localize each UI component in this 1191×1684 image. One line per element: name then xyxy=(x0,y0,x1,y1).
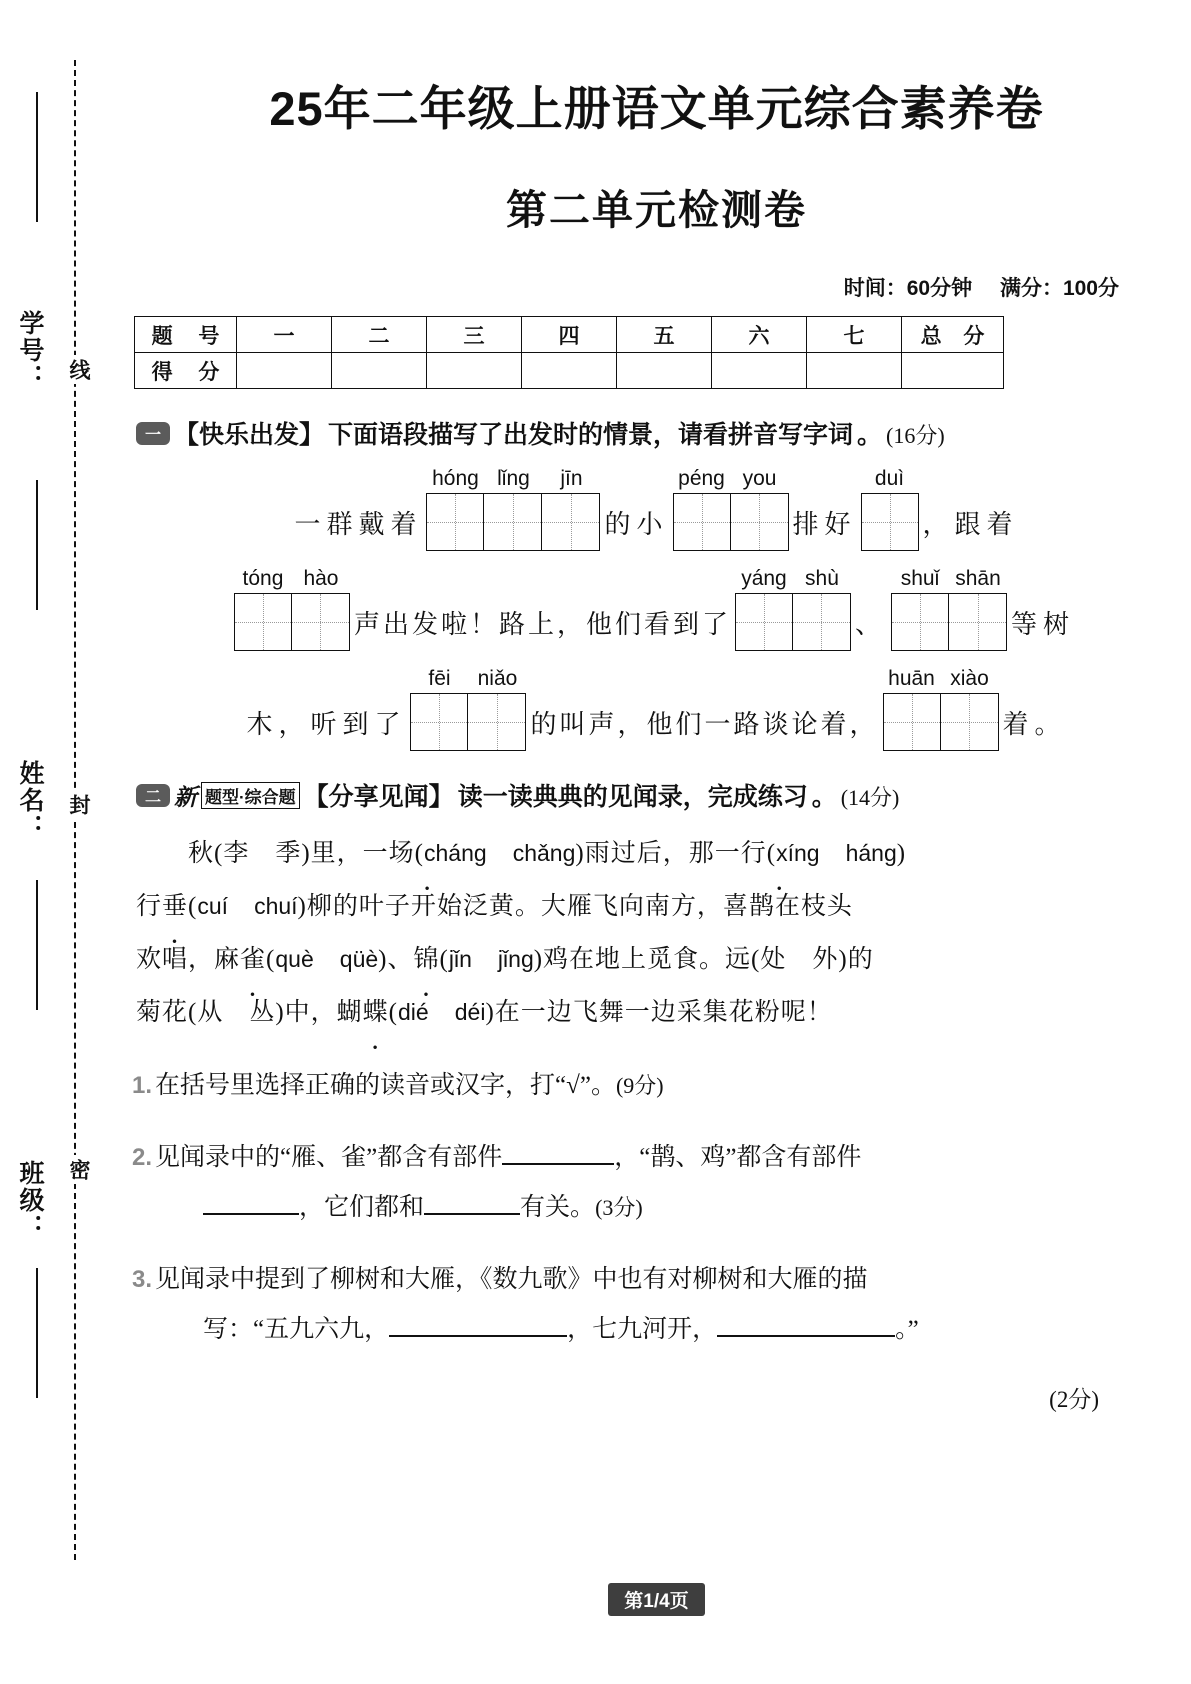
sub-question-3-blank-1[interactable] xyxy=(389,1335,567,1337)
sub-question-1-number: 1. xyxy=(132,1072,153,1099)
sub-question-2-points: (3分) xyxy=(595,1195,643,1220)
pinyin-syllable: hóng xyxy=(432,467,479,490)
pinyin-option: è xyxy=(365,946,379,972)
question-2-passage xyxy=(136,827,1191,1039)
seal-mark-feng: 封 xyxy=(63,790,93,819)
pinyin-label xyxy=(426,467,600,491)
pinyin-option: i xyxy=(410,999,416,1025)
pinyin-syllable: lǐng xyxy=(497,467,530,490)
score-cell-total[interactable] xyxy=(902,353,1004,389)
tianzige-cell[interactable] xyxy=(426,493,484,551)
pinyin-syllable: péng xyxy=(678,467,725,490)
pinyin-option: ǐ xyxy=(503,946,509,972)
seal-rule-4 xyxy=(36,1268,38,1398)
tianzige-boxes xyxy=(891,593,1007,651)
score-col-5: 五 xyxy=(617,317,712,353)
pinyin-syllable: shān xyxy=(955,567,1001,590)
pinyin-option: ü xyxy=(352,946,366,972)
pinyin-label xyxy=(861,467,919,491)
sub-question-3-blank-2[interactable] xyxy=(717,1335,895,1337)
sub-question-1 xyxy=(132,1061,1191,1111)
pinyin-option: c xyxy=(424,840,436,866)
pinyin-syllable: yáng xyxy=(741,567,787,590)
sub-question-2 xyxy=(132,1133,1191,1233)
pinyin-syllable: you xyxy=(742,467,777,490)
pinyin-option: c xyxy=(512,840,525,866)
page-number: 第1/4页 xyxy=(608,1583,704,1616)
sub-question-1-points: (9分) xyxy=(615,1073,664,1098)
sub-question-3-points: (2分) xyxy=(1049,1387,1099,1412)
question-1-badge: 一 xyxy=(136,422,170,445)
pinyin-option: j xyxy=(497,946,504,972)
score-col-4: 四 xyxy=(522,317,617,353)
pinyin-option: n xyxy=(508,946,521,972)
score-cell-7[interactable] xyxy=(807,353,902,389)
sub-question-1-period: 。 xyxy=(590,1072,616,1099)
pinyin-label xyxy=(234,567,350,591)
page-footer xyxy=(122,1583,1191,1616)
pinyin-option: g xyxy=(562,840,576,866)
passage-line: 菊花(从 丛)中，蝴蝶(dié déi)在一边飞舞一边采集花粉呢！ xyxy=(136,999,833,1026)
passage-text: 等树 xyxy=(1011,610,1076,639)
pinyin-syllable: niǎo xyxy=(477,667,518,690)
exam-meta xyxy=(122,272,1191,302)
question-1-title: 下面语段描写了出发时的情景，请看拼音写字词 xyxy=(328,422,854,449)
pinyin-syllable: fēi xyxy=(428,667,451,690)
sub-question-3-text-b: 写：“五九六九， xyxy=(203,1316,390,1343)
pinyin-option: u xyxy=(278,893,292,919)
page-subtitle: 第二单元检测卷 xyxy=(506,187,807,233)
pinyin-option: j xyxy=(448,946,454,972)
tianzige-boxes xyxy=(426,493,600,551)
emphasis-char: 行 xyxy=(740,840,767,867)
pinyin-option: h xyxy=(435,840,449,866)
pinyin-answer-group xyxy=(735,567,851,651)
score-table-head-label: 题 号 xyxy=(135,317,237,353)
score-cell-6[interactable] xyxy=(712,353,807,389)
pinyin-option: ǎ xyxy=(537,840,550,866)
sub-question-3 xyxy=(132,1255,1191,1355)
question-2-header xyxy=(136,777,1191,813)
question-1-writing-rows xyxy=(122,467,1191,751)
tianzige-boxes xyxy=(883,693,999,751)
pinyin-option: u xyxy=(288,946,301,972)
sub-question-3-text-a: 见闻录中提到了柳树和大雁，《数九歌》中也有对柳树和大雁的描 xyxy=(155,1266,868,1293)
total-score: 满分：100分 xyxy=(999,277,1119,300)
tianzige-cell[interactable] xyxy=(793,593,851,651)
sub-question-2-text-b: ，“鹊、鸡”都含有部件 xyxy=(614,1144,862,1171)
sub-question-2-text-c: ，它们都和 xyxy=(299,1194,425,1221)
question-1-points: (16分) xyxy=(886,423,945,448)
score-table-score-label: 得 分 xyxy=(135,353,237,389)
tianzige-cell[interactable] xyxy=(949,593,1007,651)
pinyin-answer-group xyxy=(410,667,526,751)
seal-rule-2 xyxy=(36,480,38,610)
emphasis-char: 蝶 xyxy=(362,999,389,1026)
question-2-period: 。 xyxy=(811,784,837,811)
pinyin-option: ǐ xyxy=(453,946,460,972)
tianzige-cell[interactable] xyxy=(484,493,542,551)
passage-text: 的叫声，他们一路谈论着， xyxy=(530,710,879,739)
question-2-badge: 二 xyxy=(136,784,170,807)
question-1-header xyxy=(136,415,1191,451)
tianzige-cell[interactable] xyxy=(735,593,793,651)
passage-line: 行垂(cuí chuí)柳的叶子开始泛黄。大雁飞向南方，喜鹊在枝头 xyxy=(136,893,853,920)
passage-text: ，跟着 xyxy=(922,510,1019,539)
pinyin-option: i xyxy=(480,999,486,1025)
sub-question-1-text: 在括号里选择正确的读音或汉字，打“√” xyxy=(155,1072,591,1099)
pinyin-option: q xyxy=(275,946,289,972)
tianzige-boxes xyxy=(410,693,526,751)
tianzige-cell[interactable] xyxy=(731,493,789,551)
seal-label-name: 姓名： xyxy=(16,760,44,841)
pinyin-option: í xyxy=(787,840,794,866)
pinyin-option: c xyxy=(197,893,209,919)
pinyin-option: h xyxy=(845,840,859,866)
passage-text: 排好 xyxy=(792,510,857,539)
pinyin-option: n xyxy=(549,840,563,866)
score-cell-4[interactable] xyxy=(522,353,617,389)
pinyin-answer-group xyxy=(861,467,919,551)
sub-question-3-text-d: 。” xyxy=(895,1316,919,1343)
pinyin-option: n xyxy=(793,840,807,866)
score-col-total: 总 分 xyxy=(902,317,1004,353)
passage-text: 的小 xyxy=(604,510,669,539)
sub-question-2-number: 2. xyxy=(132,1144,153,1171)
sub-question-2-text-a: 见闻录中的“雁、雀”都含有部件 xyxy=(155,1144,503,1171)
emphasis-char: 锦 xyxy=(413,946,440,973)
seal-margin xyxy=(0,0,122,1684)
tianzige-cell[interactable] xyxy=(941,693,999,751)
time-limit: 时间：60分钟 xyxy=(843,277,973,300)
question-2-points: (14分) xyxy=(840,785,900,810)
seal-rule-3 xyxy=(36,880,38,1010)
table-row-scores xyxy=(135,353,1004,389)
pinyin-option: é xyxy=(467,999,481,1025)
seal-mark-xian: 线 xyxy=(63,355,93,384)
pinyin-syllable: huān xyxy=(888,667,935,690)
sub-question-3-text-c: ，七九河开， xyxy=(567,1316,718,1343)
pinyin-answer-group xyxy=(673,467,789,551)
tianzige-cell[interactable] xyxy=(861,493,919,551)
sub-question-2-blank-3[interactable] xyxy=(424,1213,520,1215)
pinyin-syllable: shù xyxy=(805,567,839,590)
passage-text: 着。 xyxy=(1002,710,1067,739)
pinyin-option: í xyxy=(291,893,298,919)
pinyin-option: g xyxy=(520,946,534,972)
tianzige-cell[interactable] xyxy=(542,493,600,551)
seal-mark-mi: 密 xyxy=(63,1155,93,1184)
sub-question-3-number: 3. xyxy=(132,1266,153,1293)
passage-text: 木，听到了 xyxy=(246,710,407,739)
pinyin-option: q xyxy=(339,946,353,972)
score-col-1: 一 xyxy=(237,317,332,353)
score-cell-2[interactable] xyxy=(332,353,427,389)
pinyin-option: u xyxy=(208,893,222,919)
question-2-bracket: 【分享见闻】 xyxy=(303,784,454,811)
pinyin-answer-group xyxy=(426,467,600,551)
pinyin-label xyxy=(673,467,789,491)
pinyin-syllable: jīn xyxy=(560,467,583,490)
pinyin-option: á xyxy=(858,840,872,866)
passage-text: 、 xyxy=(854,610,887,639)
passage-text: 一群戴着 xyxy=(294,510,423,539)
sub-question-2-blank-1[interactable] xyxy=(502,1163,614,1165)
pinyin-option: h xyxy=(265,893,279,919)
pinyin-label xyxy=(735,567,851,591)
writing-row xyxy=(122,667,1191,751)
tianzige-boxes xyxy=(735,593,851,651)
emphasis-char: 雀 xyxy=(240,946,267,973)
pinyin-syllable: hào xyxy=(303,567,339,590)
tianzige-boxes xyxy=(234,593,350,651)
passage-line: 秋(李 季)里，一场(cháng chǎng)雨过后，那一行(xíng háng) xyxy=(188,840,907,867)
tianzige-boxes xyxy=(861,493,919,551)
seal-label-student-id: 学号： xyxy=(16,310,44,391)
score-cell-3[interactable] xyxy=(427,353,522,389)
pinyin-option: n xyxy=(461,840,474,866)
pinyin-option: é xyxy=(415,999,429,1025)
tianzige-cell[interactable] xyxy=(234,593,292,651)
page-title: 25年二年级上册语文单元综合素养卷 xyxy=(269,82,1044,135)
pinyin-option: g xyxy=(806,840,820,866)
tianzige-cell[interactable] xyxy=(883,693,941,751)
pinyin-answer-group xyxy=(883,667,999,751)
pinyin-option: d xyxy=(454,999,468,1025)
question-2-tag-type: 题型·综合题 xyxy=(201,782,300,809)
seal-label-class: 班级： xyxy=(16,1160,44,1241)
writing-row xyxy=(122,467,1191,551)
question-2-title: 读一读典典的见闻录，完成练习 xyxy=(457,784,808,811)
sub-question-2-blank-2[interactable] xyxy=(203,1213,299,1215)
question-1-period: 。 xyxy=(857,422,883,449)
tianzige-cell[interactable] xyxy=(468,693,526,751)
seal-rule-1 xyxy=(36,92,38,222)
pinyin-option: d xyxy=(398,999,411,1025)
pinyin-option: g xyxy=(473,840,487,866)
pinyin-label xyxy=(883,667,999,691)
writing-row xyxy=(122,567,1191,651)
pinyin-syllable: duì xyxy=(874,467,905,490)
score-cell-1[interactable] xyxy=(237,353,332,389)
score-table xyxy=(134,316,1004,389)
tianzige-cell[interactable] xyxy=(292,593,350,651)
emphasis-char: 场 xyxy=(388,840,415,867)
question-1-bracket: 【快乐出发】 xyxy=(174,422,325,449)
pinyin-syllable: tóng xyxy=(242,567,284,590)
pinyin-option: h xyxy=(524,840,537,866)
question-2-tag-new: 新 xyxy=(174,784,197,810)
pinyin-syllable: xiào xyxy=(950,667,989,690)
pinyin-option: c xyxy=(254,893,266,919)
sub-question-2-period: 。 xyxy=(570,1194,596,1221)
sub-question-2-text-d: 有关 xyxy=(520,1194,571,1221)
passage-text: 声出发啦！路上，他们看到了 xyxy=(353,610,731,639)
pinyin-option: á xyxy=(448,840,462,866)
emphasis-char: 垂 xyxy=(162,893,189,920)
pinyin-option: g xyxy=(883,840,897,866)
pinyin-label xyxy=(891,567,1007,591)
pinyin-option: í xyxy=(221,893,229,919)
score-col-7: 七 xyxy=(807,317,902,353)
pinyin-label xyxy=(410,667,526,691)
exam-page xyxy=(122,0,1191,1684)
pinyin-option: è xyxy=(300,946,314,972)
passage-line: 欢唱，麻雀(què qüè)、锦(jǐn jǐng)鸡在地上觅食。远(处 外)的 xyxy=(136,946,874,973)
tianzige-cell[interactable] xyxy=(891,593,949,651)
pinyin-option: n xyxy=(871,840,884,866)
tianzige-cell[interactable] xyxy=(673,493,731,551)
table-row-question-numbers xyxy=(135,317,1004,353)
pinyin-answer-group xyxy=(891,567,1007,651)
pinyin-answer-group xyxy=(234,567,350,651)
pinyin-option: x xyxy=(776,840,788,866)
tianzige-cell[interactable] xyxy=(410,693,468,751)
pinyin-option: n xyxy=(459,946,472,972)
score-col-2: 二 xyxy=(332,317,427,353)
score-col-3: 三 xyxy=(427,317,522,353)
tianzige-boxes xyxy=(673,493,789,551)
score-cell-5[interactable] xyxy=(617,353,712,389)
score-col-6: 六 xyxy=(712,317,807,353)
pinyin-syllable: shuǐ xyxy=(900,567,940,590)
